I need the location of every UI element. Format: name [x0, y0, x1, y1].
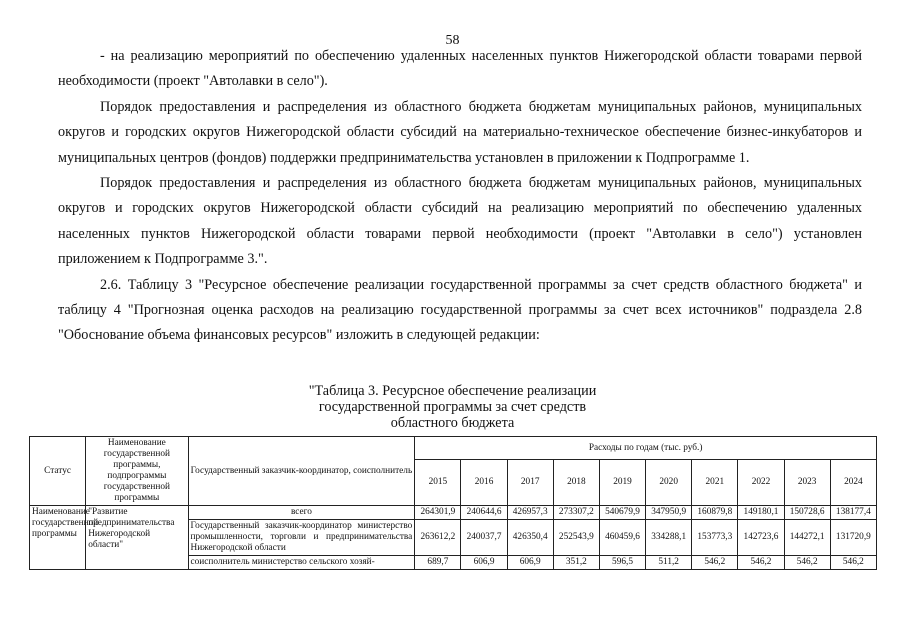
row-label: всего [188, 506, 415, 520]
row-label: соисполнитель министерство сельского хозяй- [188, 556, 415, 570]
value-cell: 240037,7 [461, 520, 507, 556]
header-year: 2023 [784, 460, 830, 506]
value-cell: 689,7 [415, 556, 461, 570]
header-year: 2022 [738, 460, 784, 506]
value-cell: 540679,9 [599, 506, 645, 520]
paragraph-1: - на реализацию мероприятий по обеспечению удаленных населенных пунктов Нижегородской области товарами первой необходимости (проект "Автолавки в село"). [58, 48, 862, 90]
value-cell: 264301,9 [415, 506, 461, 520]
header-year: 2017 [507, 460, 553, 506]
value-cell: 153773,3 [692, 520, 738, 556]
value-cell: 252543,9 [553, 520, 599, 556]
value-cell: 142723,6 [738, 520, 784, 556]
header-year: 2020 [646, 460, 692, 506]
header-year: 2024 [830, 460, 876, 506]
header-year: 2016 [461, 460, 507, 506]
header-status: Статус [30, 437, 86, 506]
page-number: 58 [445, 33, 460, 48]
table-title-line-2: государственной программы за счет средств [318, 399, 587, 415]
header-program-name: Наименование государственной программы, подпрограммы государственной программы [86, 437, 188, 506]
header-expenses: Расходы по годам (тыс. руб.) [415, 437, 877, 460]
value-cell: 596,5 [599, 556, 645, 570]
table-title [0, 383, 905, 431]
value-cell: 426350,4 [507, 520, 553, 556]
value-cell: 273307,2 [553, 506, 599, 520]
value-cell: 263612,2 [415, 520, 461, 556]
value-cell: 546,2 [784, 556, 830, 570]
resource-table [29, 436, 877, 570]
value-cell: 160879,8 [692, 506, 738, 520]
status-cell: Наименование государственной программы [30, 506, 86, 570]
header-customer: Государственный заказчик-координатор, соисполнитель [188, 437, 415, 506]
table-title-line-1: "Таблица 3. Ресурсное обеспечение реализации [308, 383, 597, 399]
value-cell: 150728,6 [784, 506, 830, 520]
value-cell: 546,2 [738, 556, 784, 570]
header-year: 2015 [415, 460, 461, 506]
value-cell: 606,9 [461, 556, 507, 570]
value-cell: 144272,1 [784, 520, 830, 556]
paragraph-4: 2.6. Таблицу 3 "Ресурсное обеспечение реализации государственной программы за счет средств областного бюджета" и таблицу 4 "Прогнозная оценка расходов на реализацию государственной программы за счет всех источников" подраздела 2.8 "Обоснование объема финансовых ресурсов" изложить в следующей редакции: [58, 276, 862, 344]
value-cell: 511,2 [646, 556, 692, 570]
header-year: 2021 [692, 460, 738, 506]
value-cell: 334288,1 [646, 520, 692, 556]
header-row-1 [30, 437, 877, 460]
value-cell: 240644,6 [461, 506, 507, 520]
paragraph-3: Порядок предоставления и распределения из областного бюджета бюджетам муниципальных районов, муниципальных округов и городских округов Нижегородской области субсидий на реализацию мероприятий по обеспечению удаленных населенных пунктов Нижегородской области товарами первой необходимости (проект "Автолавки в село") установлен приложением к Подпрограмме 3.". [58, 175, 862, 268]
value-cell: 546,2 [830, 556, 876, 570]
value-cell: 347950,9 [646, 506, 692, 520]
body-text [58, 44, 862, 349]
header-year: 2018 [553, 460, 599, 506]
value-cell: 138177,4 [830, 506, 876, 520]
value-cell: 606,9 [507, 556, 553, 570]
program-cell: "Развитие предпринимательства Нижегородской области" [86, 506, 188, 570]
value-cell: 460459,6 [599, 520, 645, 556]
value-cell: 131720,9 [830, 520, 876, 556]
row-label: Государственный заказчик-координатор министерство промышленности, торговли и предпринимательства Нижегородской области [188, 520, 415, 556]
paragraph-2: Порядок предоставления и распределения из областного бюджета бюджетам муниципальных районов, муниципальных округов и городских округов Нижегородской области субсидий на материально-техническое обеспечение бизнес-инкубаторов и муниципальных центров (фондов) поддержки предпринимательства установлен в приложении к Подпрограмме 1. [58, 98, 862, 166]
header-year: 2019 [599, 460, 645, 506]
value-cell: 426957,3 [507, 506, 553, 520]
table-row [30, 506, 877, 520]
value-cell: 149180,1 [738, 506, 784, 520]
value-cell: 351,2 [553, 556, 599, 570]
table-title-line-3: областного бюджета [390, 415, 515, 431]
value-cell: 546,2 [692, 556, 738, 570]
